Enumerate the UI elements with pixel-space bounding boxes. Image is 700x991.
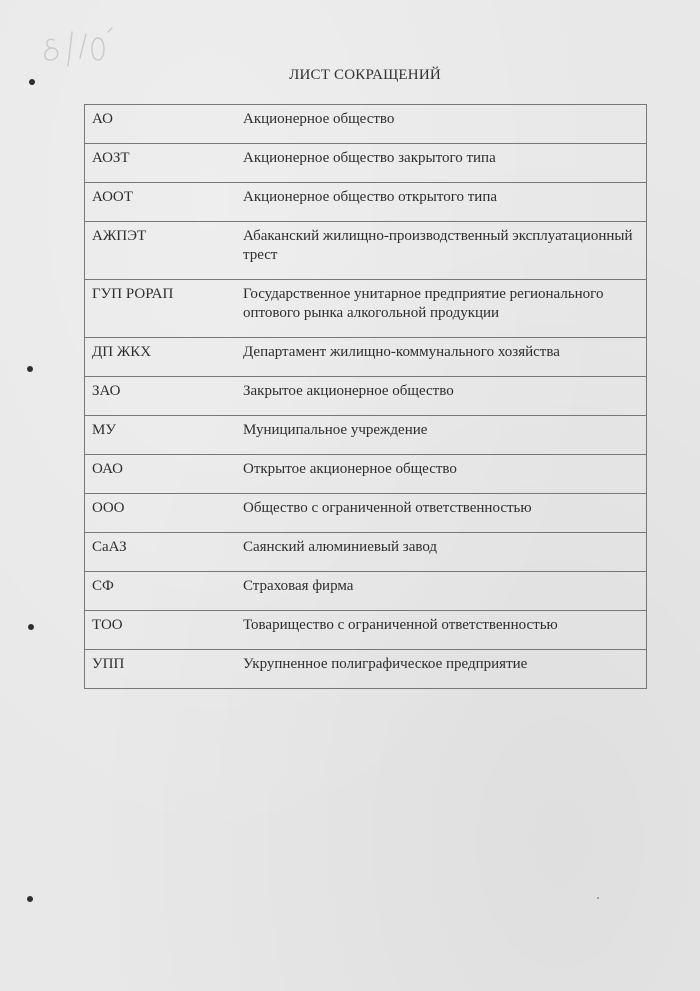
abbreviation-cell: ООО <box>85 494 236 533</box>
table-row <box>85 533 647 572</box>
abbreviation-cell: ДП ЖКХ <box>85 338 236 377</box>
abbreviation-cell: УПП <box>85 650 236 689</box>
definition-cell: Общество с ограниченной ответственностью <box>235 494 647 533</box>
abbreviation-cell: МУ <box>85 416 236 455</box>
table-row <box>85 183 647 222</box>
table-row <box>85 455 647 494</box>
definition-cell: Акционерное общество закрытого типа <box>235 144 647 183</box>
punch-hole-2 <box>27 366 33 372</box>
table-row <box>85 222 647 280</box>
definition-cell: Департамент жилищно-коммунального хозяйства <box>235 338 647 377</box>
definition-cell: Товарищество с ограниченной ответственностью <box>235 611 647 650</box>
table-row <box>85 338 647 377</box>
punch-hole-3 <box>28 624 34 630</box>
definition-cell: Акционерное общество <box>235 105 647 144</box>
table-row <box>85 105 647 144</box>
table-row <box>85 416 647 455</box>
abbreviation-cell: ОАО <box>85 455 236 494</box>
definition-cell: Саянский алюминиевый завод <box>235 533 647 572</box>
abbreviation-cell: ЗАО <box>85 377 236 416</box>
table-row <box>85 572 647 611</box>
definition-cell: Акционерное общество открытого типа <box>235 183 647 222</box>
abbreviation-cell: СаАЗ <box>85 533 236 572</box>
table-row <box>85 377 647 416</box>
abbreviation-cell: АО <box>85 105 236 144</box>
punch-hole-4 <box>27 896 33 902</box>
abbreviation-cell: ГУП РОРАП <box>85 280 236 338</box>
definition-cell: Укрупненное полиграфическое предприятие <box>235 650 647 689</box>
abbreviations-table <box>84 104 647 689</box>
abbreviation-cell: ТОО <box>85 611 236 650</box>
table-row <box>85 280 647 338</box>
table-row <box>85 144 647 183</box>
definition-cell: Страховая фирма <box>235 572 647 611</box>
speck <box>597 897 599 899</box>
table-row <box>85 611 647 650</box>
definition-cell: Муниципальное учреждение <box>235 416 647 455</box>
abbreviation-cell: АОЗТ <box>85 144 236 183</box>
abbreviation-cell: АООТ <box>85 183 236 222</box>
page-title: ЛИСТ СОКРАЩЕНИЙ <box>289 67 441 83</box>
handwritten-note <box>38 26 128 72</box>
definition-cell: Открытое акционерное общество <box>235 455 647 494</box>
table-row <box>85 650 647 689</box>
abbreviation-cell: АЖПЭТ <box>85 222 236 280</box>
abbreviation-cell: СФ <box>85 572 236 611</box>
definition-cell: Закрытое акционерное общество <box>235 377 647 416</box>
table-row <box>85 494 647 533</box>
definition-cell: Абаканский жилищно-производственный эксплуатационный трест <box>235 222 647 280</box>
definition-cell: Государственное унитарное предприятие регионального оптового рынка алкогольной продукции <box>235 280 647 338</box>
